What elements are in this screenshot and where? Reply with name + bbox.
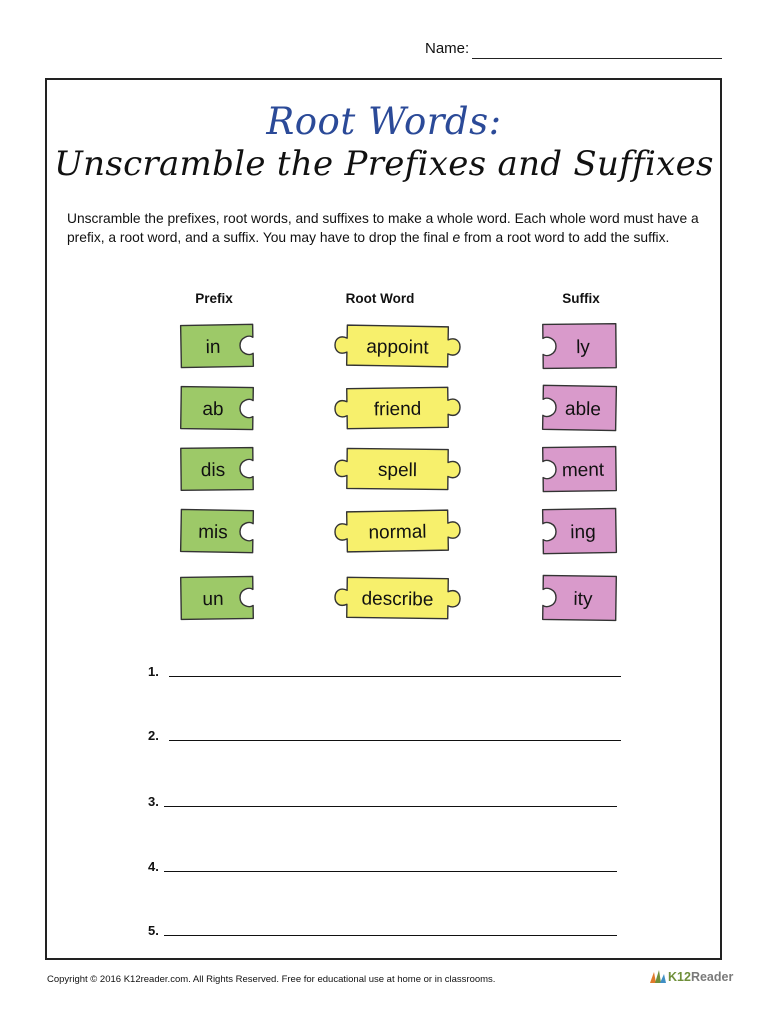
root-piece-5-label: describe bbox=[361, 588, 434, 611]
suffix-piece-4-label: ing bbox=[570, 521, 596, 544]
root-piece-3-label: spell bbox=[377, 459, 418, 482]
suffix-piece-5-label: ity bbox=[573, 588, 593, 611]
prefix-piece-2-label: ab bbox=[202, 398, 224, 421]
prefix-piece-2 bbox=[181, 387, 254, 430]
logo-text-k12: K12 bbox=[668, 970, 691, 984]
answer-line-5[interactable] bbox=[164, 935, 617, 936]
answer-number-4: 4. bbox=[148, 859, 159, 874]
answer-line-2[interactable] bbox=[169, 740, 621, 741]
prefix-piece-1 bbox=[181, 324, 254, 367]
k12-reader-logo bbox=[648, 969, 733, 985]
root-piece-1 bbox=[335, 325, 461, 367]
prefix-piece-4-label: mis bbox=[198, 521, 228, 544]
root-piece-2-label: friend bbox=[373, 398, 422, 421]
suffix-piece-5 bbox=[543, 575, 617, 620]
suffix-piece-2 bbox=[543, 385, 617, 430]
answer-number-3: 3. bbox=[148, 794, 159, 809]
title-line-1: Root Words: bbox=[266, 100, 502, 143]
instructions-text-end: from a root word to add the suffix. bbox=[460, 230, 670, 245]
column-header-prefix: Prefix bbox=[195, 291, 233, 306]
suffix-piece-2-label: able bbox=[564, 398, 602, 421]
prefix-piece-5-label: un bbox=[202, 588, 224, 611]
prefix-piece-4 bbox=[181, 509, 254, 552]
root-piece-2 bbox=[335, 387, 461, 429]
column-header-suffix: Suffix bbox=[562, 291, 600, 306]
root-piece-1-label: appoint bbox=[366, 336, 429, 359]
suffix-piece-1 bbox=[543, 324, 616, 369]
name-label: Name: bbox=[425, 40, 470, 57]
column-header-root-word: Root Word bbox=[345, 291, 415, 306]
answer-number-2: 2. bbox=[148, 728, 159, 743]
prefix-piece-1-label: in bbox=[205, 336, 221, 359]
logo-text-reader: Reader bbox=[690, 970, 734, 984]
answer-number-5: 5. bbox=[148, 923, 159, 938]
title-line-2: Unscramble the Prefixes and Suffixes bbox=[54, 144, 714, 184]
suffix-piece-3-label: ment bbox=[561, 459, 605, 482]
prefix-piece-5 bbox=[181, 576, 254, 619]
answer-number-1: 1. bbox=[148, 664, 159, 679]
k12-reader-logo-icon bbox=[648, 969, 668, 985]
root-piece-3 bbox=[335, 448, 460, 489]
answer-line-3[interactable] bbox=[164, 806, 617, 807]
root-piece-5 bbox=[335, 577, 461, 619]
root-piece-4 bbox=[335, 510, 461, 552]
prefix-piece-3-label: dis bbox=[200, 459, 226, 482]
suffix-piece-4 bbox=[543, 508, 617, 553]
instructions-italic: e bbox=[452, 230, 461, 245]
instructions-text: Unscramble the prefixes, root words, and suffixes to make a whole word. Each whole word must have a prefix, a root word, and a suffix. You may have to drop the final bbox=[67, 211, 699, 245]
root-piece-4-label: normal bbox=[368, 521, 427, 544]
copyright-footer: Copyright © 2016 K12reader.com. All Rights Reserved. Free for educational use at home or in classrooms. bbox=[47, 974, 496, 985]
suffix-piece-3 bbox=[543, 447, 617, 492]
suffix-piece-1-label: ly bbox=[576, 336, 590, 359]
answer-line-4[interactable] bbox=[164, 871, 617, 872]
prefix-piece-3 bbox=[181, 448, 253, 491]
answer-line-1[interactable] bbox=[169, 676, 621, 677]
